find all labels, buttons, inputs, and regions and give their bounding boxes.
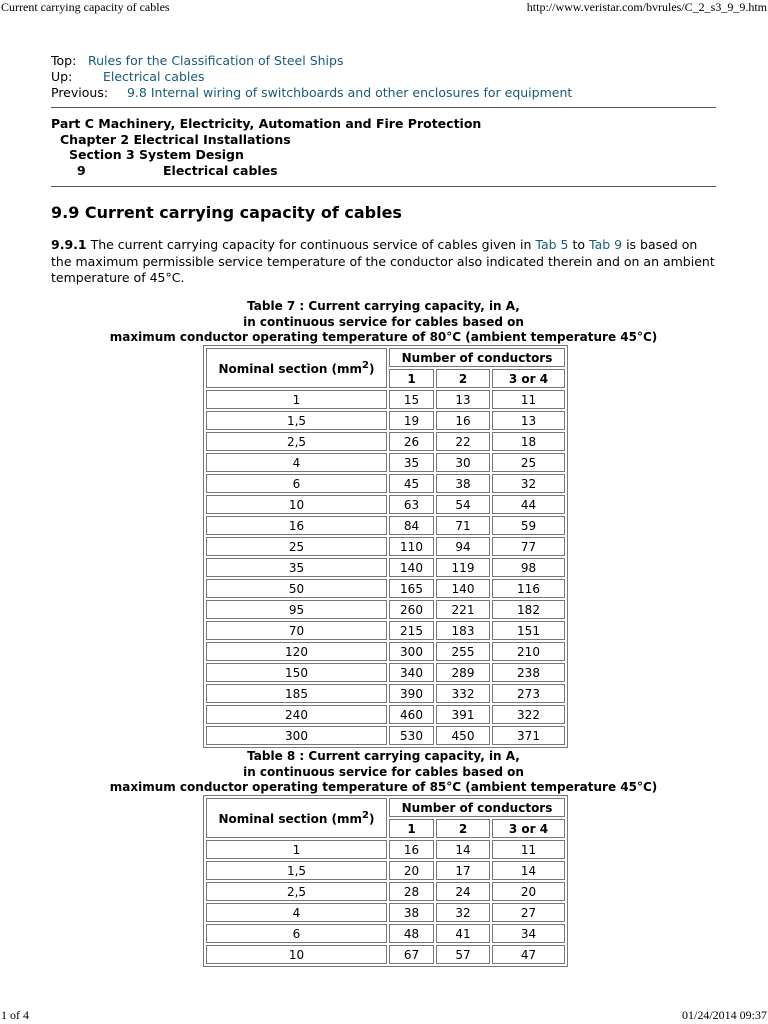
table-cell-value: 19 — [389, 411, 434, 430]
table-cell-value: 110 — [389, 537, 434, 556]
table-cell-value: 48 — [389, 924, 434, 943]
table7-row — [206, 432, 565, 451]
table-cell-value: 34 — [492, 924, 565, 943]
table-cell-value: 45 — [389, 474, 434, 493]
breadcrumb-article-row — [51, 163, 481, 179]
table-cell-value: 44 — [492, 495, 565, 514]
breadcrumb — [51, 116, 481, 178]
table-cell-value: 460 — [389, 705, 434, 724]
table-cell-value: 16 — [389, 840, 434, 859]
divider-bottom — [51, 186, 716, 187]
table-cell-section: 120 — [206, 642, 387, 661]
nav-up-link[interactable]: Electrical cables — [102, 69, 205, 84]
table-cell-value: 26 — [389, 432, 434, 451]
table8-header-2: 2 — [436, 819, 490, 838]
table-cell-value: 289 — [436, 663, 490, 682]
divider-top — [51, 107, 716, 108]
table-cell-section: 240 — [206, 705, 387, 724]
table-cell-section: 1 — [206, 390, 387, 409]
table-cell-section: 10 — [206, 945, 387, 964]
table7-caption-line3: maximum conductor operating temperature of 80°C (ambient temperature 45°C) — [109, 330, 658, 344]
table-cell-value: 30 — [436, 453, 490, 472]
table7-header-2: 2 — [436, 369, 490, 388]
table7-header-1: 1 — [389, 369, 434, 388]
table-cell-section: 4 — [206, 903, 387, 922]
table7-row — [206, 684, 565, 703]
breadcrumb-article-number: 9 — [77, 162, 86, 178]
table-cell-value: 182 — [492, 600, 565, 619]
table-cell-value: 14 — [492, 861, 565, 880]
table-cell-value: 71 — [436, 516, 490, 535]
table7-header-row — [206, 348, 565, 367]
table-cell-section: 35 — [206, 558, 387, 577]
table-cell-value: 32 — [436, 903, 490, 922]
table-cell-value: 260 — [389, 600, 434, 619]
table-cell-value: 11 — [492, 840, 565, 859]
table7-caption-line1: Table 7 : Current carrying capacity, in A, — [247, 299, 520, 313]
print-page-number: 1 of 4 — [1, 1008, 29, 1022]
table-cell-value: 24 — [436, 882, 490, 901]
print-datetime: 01/24/2014 09:37 — [681, 1008, 767, 1022]
breadcrumb-part: Part C Machinery, Electricity, Automation and Fire Protection — [51, 116, 482, 131]
page-title: 9.9 Current carrying capacity of cables — [51, 203, 402, 222]
table-cell-value: 54 — [436, 495, 490, 514]
table-cell-value: 255 — [436, 642, 490, 661]
nav-up-row — [51, 69, 572, 85]
table-cell-value: 151 — [492, 621, 565, 640]
paragraph-number: 9.9.1 — [51, 237, 87, 252]
table-cell-value: 119 — [436, 558, 490, 577]
table-cell-value: 41 — [436, 924, 490, 943]
table-cell-value: 59 — [492, 516, 565, 535]
table-cell-section: 185 — [206, 684, 387, 703]
table8 — [203, 795, 568, 967]
table7-row — [206, 411, 565, 430]
table-cell-value: 390 — [389, 684, 434, 703]
table-cell-value: 273 — [492, 684, 565, 703]
table-cell-value: 28 — [389, 882, 434, 901]
breadcrumb-section: Section 3 System Design — [69, 147, 244, 162]
table8-caption-line2: in continuous service for cables based on — [243, 764, 524, 779]
table-cell-value: 140 — [436, 579, 490, 598]
table-cell-value: 67 — [389, 945, 434, 964]
nav-previous-label: Previous: — [51, 85, 109, 100]
table-cell-value: 38 — [436, 474, 490, 493]
table-cell-section: 6 — [206, 924, 387, 943]
table-cell-section: 95 — [206, 600, 387, 619]
paragraph-text: to — [568, 237, 590, 252]
breadcrumb-chapter: Chapter 2 Electrical Installations — [60, 131, 291, 147]
table-cell-value: 450 — [436, 726, 490, 745]
table7-row — [206, 537, 565, 556]
table-cell-value: 25 — [492, 453, 565, 472]
paragraph-text: is based on the maximum permissible service temperature of the conductor also indicated therein and on an ambient temperature of 45°C. — [51, 237, 715, 285]
print-footer — [0, 1008, 768, 1024]
table-cell-value: 22 — [436, 432, 490, 451]
table-cell-section: 50 — [206, 579, 387, 598]
print-header — [0, 0, 768, 16]
table-cell-section: 1,5 — [206, 861, 387, 880]
table-cell-value: 165 — [389, 579, 434, 598]
table7-header-nominal-section: Nominal section $(mm^2)$ — [206, 348, 387, 388]
table-cell-value: 98 — [492, 558, 565, 577]
table7-row — [206, 516, 565, 535]
table8-header-number-of-conductors: Number of conductors — [389, 798, 565, 817]
table7-row — [206, 453, 565, 472]
table-cell-value: 215 — [389, 621, 434, 640]
table-cell-value: 238 — [492, 663, 565, 682]
table-cell-value: 94 — [436, 537, 490, 556]
table-cell-value: 20 — [492, 882, 565, 901]
paragraph-text: The current carrying capacity for continuous service of cables given in — [86, 237, 536, 252]
table8-row — [206, 924, 565, 943]
table-cell-value: 16 — [436, 411, 490, 430]
table7-header-3-or-4: 3 or 4 — [492, 369, 565, 388]
table-cell-value: 47 — [492, 945, 565, 964]
table-cell-value: 38 — [389, 903, 434, 922]
table-cell-value: 32 — [492, 474, 565, 493]
table-cell-value: 20 — [389, 861, 434, 880]
table-cell-value: 84 — [389, 516, 434, 535]
nav-top-label: Top: — [51, 53, 77, 68]
table-cell-value: 77 — [492, 537, 565, 556]
table-cell-value: 340 — [389, 663, 434, 682]
table8-caption — [51, 749, 716, 796]
table8-caption-line1: Table 8 : Current carrying capacity, in A, — [247, 749, 520, 763]
table7-caption-line2: in continuous service for cables based on — [243, 314, 524, 329]
table8-row — [206, 903, 565, 922]
table8-row — [206, 861, 565, 880]
table-cell-value: 11 — [492, 390, 565, 409]
table8-header-nominal-section: Nominal section $(mm^2)$ — [206, 798, 387, 838]
table7-row — [206, 474, 565, 493]
table-cell-value: 17 — [436, 861, 490, 880]
table7-row — [206, 390, 565, 409]
table-cell-section: 1 — [206, 840, 387, 859]
tab9-link[interactable]: Tab 9 — [589, 237, 623, 252]
table-cell-section: 4 — [206, 453, 387, 472]
table-cell-section: 25 — [206, 537, 387, 556]
table-cell-section: 16 — [206, 516, 387, 535]
nav-top-link[interactable]: Rules for the Classification of Steel Ships — [87, 53, 344, 68]
nav-previous-row — [51, 85, 572, 101]
table-cell-value: 300 — [389, 642, 434, 661]
table-cell-section: 70 — [206, 621, 387, 640]
table-cell-value: 332 — [436, 684, 490, 703]
table8-header-3-or-4: 3 or 4 — [492, 819, 565, 838]
table8-header-row — [206, 798, 565, 817]
table7-row — [206, 663, 565, 682]
table8-row — [206, 945, 565, 964]
table-cell-section: 150 — [206, 663, 387, 682]
table-cell-value: 63 — [389, 495, 434, 514]
table-cell-section: 10 — [206, 495, 387, 514]
print-page-url: http://www.veristar.com/bvrules/C_2_s3_9_9.htm — [526, 0, 767, 14]
table-cell-value: 35 — [389, 453, 434, 472]
table-cell-value: 18 — [492, 432, 565, 451]
paragraph-9-9-1 — [51, 237, 721, 287]
table7-header-number-of-conductors: Number of conductors — [389, 348, 565, 367]
nav-top-row — [51, 53, 572, 69]
table-cell-value: 221 — [436, 600, 490, 619]
table-cell-value: 13 — [436, 390, 490, 409]
table7-row — [206, 558, 565, 577]
table-cell-section: 2,5 — [206, 882, 387, 901]
table7 — [203, 345, 568, 748]
nav-previous-link[interactable]: 9.8 Internal wiring of switchboards and other enclosures for equipment — [126, 85, 573, 100]
tab5-link[interactable]: Tab 5 — [535, 237, 569, 252]
table-cell-section: 2,5 — [206, 432, 387, 451]
table-cell-section: 6 — [206, 474, 387, 493]
breadcrumb-article: Electrical cables — [163, 162, 278, 178]
table-cell-value: 371 — [492, 726, 565, 745]
table-cell-value: 27 — [492, 903, 565, 922]
table7-row — [206, 705, 565, 724]
table-cell-section: 1,5 — [206, 411, 387, 430]
nav-up-label: Up: — [51, 69, 73, 84]
table8-caption-line3: maximum conductor operating temperature of 85°C (ambient temperature 45°C) — [109, 780, 658, 794]
table8-row — [206, 840, 565, 859]
nav-links — [51, 53, 572, 101]
table-cell-section: 300 — [206, 726, 387, 745]
table-cell-value: 183 — [436, 621, 490, 640]
table7-row — [206, 642, 565, 661]
table-cell-value: 530 — [389, 726, 434, 745]
table8-header-1: 1 — [389, 819, 434, 838]
table7-row — [206, 600, 565, 619]
table-cell-value: 15 — [389, 390, 434, 409]
table-cell-value: 391 — [436, 705, 490, 724]
table7-row — [206, 579, 565, 598]
table-cell-value: 210 — [492, 642, 565, 661]
table7-row — [206, 621, 565, 640]
table-cell-value: 14 — [436, 840, 490, 859]
table-cell-value: 322 — [492, 705, 565, 724]
table8-row — [206, 882, 565, 901]
table7-caption — [51, 299, 716, 346]
table-cell-value: 13 — [492, 411, 565, 430]
table-cell-value: 57 — [436, 945, 490, 964]
table7-row — [206, 726, 565, 745]
table7-row — [206, 495, 565, 514]
table-cell-value: 140 — [389, 558, 434, 577]
table-cell-value: 116 — [492, 579, 565, 598]
print-page-title: Current carrying capacity of cables — [1, 0, 170, 14]
